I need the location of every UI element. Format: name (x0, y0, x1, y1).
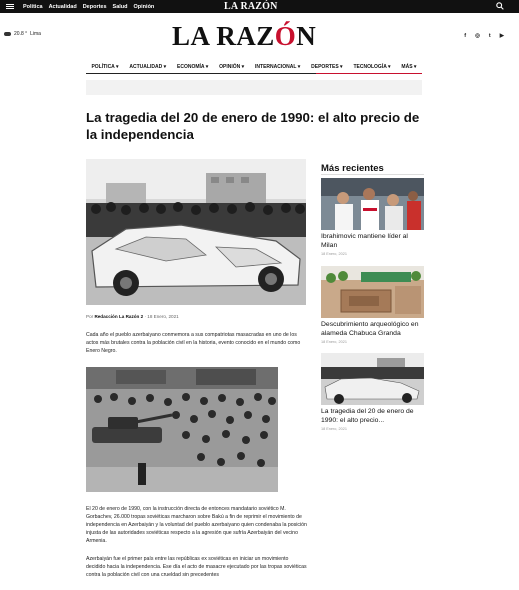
top-nav (23, 4, 154, 10)
top-nav-actualidad[interactable]: Actualidad (48, 3, 77, 10)
site-logo[interactable] (172, 23, 316, 50)
weather-temp: 20.8 ° (14, 31, 28, 37)
sidebar-item-title-1[interactable]: Ibrahimovic mantiene líder al Milan (321, 233, 408, 249)
top-nav-salud[interactable]: Salud (112, 3, 128, 10)
top-nav-politica[interactable]: Política (23, 3, 43, 10)
logo-text-accent: Ó (274, 21, 297, 51)
article-byline (86, 314, 179, 319)
nav-tecnologia[interactable]: TECNOLOGÍA ▾ (353, 63, 391, 70)
nav-politica[interactable]: POLÍTICA ▾ (91, 63, 119, 70)
cloud-icon (4, 32, 11, 36)
nav-actualidad[interactable]: ACTUALIDAD ▾ (129, 63, 167, 70)
social-links (464, 33, 504, 39)
sidebar-thumb-football[interactable] (321, 178, 424, 230)
top-nav-deportes[interactable]: Deportes (82, 3, 107, 10)
byline-prefix: Por (86, 314, 95, 319)
sidebar-item-date-3: 18 Enero, 2021 (321, 427, 347, 431)
ad-banner (86, 80, 422, 95)
menu-icon[interactable] (6, 4, 14, 9)
nav-internacional[interactable]: INTERNACIONAL ▾ (255, 63, 301, 70)
sidebar-thumb-tragedy[interactable] (321, 353, 424, 405)
nav-deportes[interactable]: DEPORTES ▾ (311, 63, 343, 70)
main-nav (86, 60, 422, 74)
article-paragraph-1: El 20 de enero de 1990, con la instrucción directa de entonces mandatario soviético M. Gorbachev, 26.000 tropas soviéticas marcharon sobre Bakú a fin de reprimir el movimiento de independencia en Azerbaiyán y la voluntad del pueblo azerbaiyano quien condenaba la posición injusta de las autoridades soviéticas respecto a la agresión que sufría Azerbaiyán del vecino Armenia. (86, 506, 307, 545)
sidebar-item-title-3[interactable]: La tragedia del 20 de enero de 1990: el alto precio... (321, 408, 414, 424)
crowd-tank-photo (86, 367, 278, 492)
weather-widget (4, 31, 41, 37)
logo-text-b: N (296, 21, 317, 51)
instagram-icon[interactable]: ◎ (475, 33, 480, 39)
nav-economia[interactable]: ECONOMÍA ▾ (177, 63, 209, 70)
top-logo[interactable]: LA RAZÓN (224, 1, 278, 12)
sidebar-item-date-2: 18 Enero, 2021 (321, 340, 347, 344)
article-title: La tragedia del 20 de enero de 1990: el alto precio de la independencia (86, 110, 420, 142)
weather-city: Lima (30, 31, 41, 37)
logo-text-a: LA RAZ (172, 21, 275, 51)
top-nav-opinion[interactable]: Opinión (133, 3, 155, 10)
sidebar-thumb-archaeology[interactable] (321, 266, 424, 318)
top-bar (0, 0, 519, 13)
youtube-icon[interactable]: ▶ (499, 33, 504, 39)
sidebar-item-date-1: 18 Enero, 2021 (321, 252, 347, 256)
sidebar-item-title-2[interactable]: Descubrimiento arqueológico en alameda Chabuca Granda (321, 321, 419, 337)
article-paragraph-2: Azerbaiyán fue el primer país entre las repúblicas ex soviéticas en iniciar un movimiento decidido hacia la independencia. Ese día el acto de masacre ejecutado por las tropas soviéticas contra la población civil con una crueldad sin precedentes (86, 556, 307, 579)
nav-accent-rule (316, 73, 422, 74)
sidebar-divider (321, 174, 424, 175)
twitter-icon[interactable]: t (488, 33, 491, 39)
search-icon[interactable] (496, 2, 504, 10)
nav-mas[interactable]: MÁS ▾ (401, 63, 417, 70)
article-intro: Cada año el pueblo azerbaiyano conmemora a sus compatriotas masacradas en uno de los actos más brutales contra la población civil en la historia, evento conocido en el mundo como Enero Negro. (86, 332, 301, 354)
article-author[interactable]: Redacción La Razón 2 (94, 314, 144, 319)
facebook-icon[interactable]: f (464, 33, 467, 39)
crushed-car-photo (86, 159, 306, 305)
nav-opinion[interactable]: OPINIÓN ▾ (219, 63, 245, 70)
article-date: · 18 Enero, 2021 (143, 314, 179, 319)
sidebar-title: Más recientes (321, 163, 384, 174)
